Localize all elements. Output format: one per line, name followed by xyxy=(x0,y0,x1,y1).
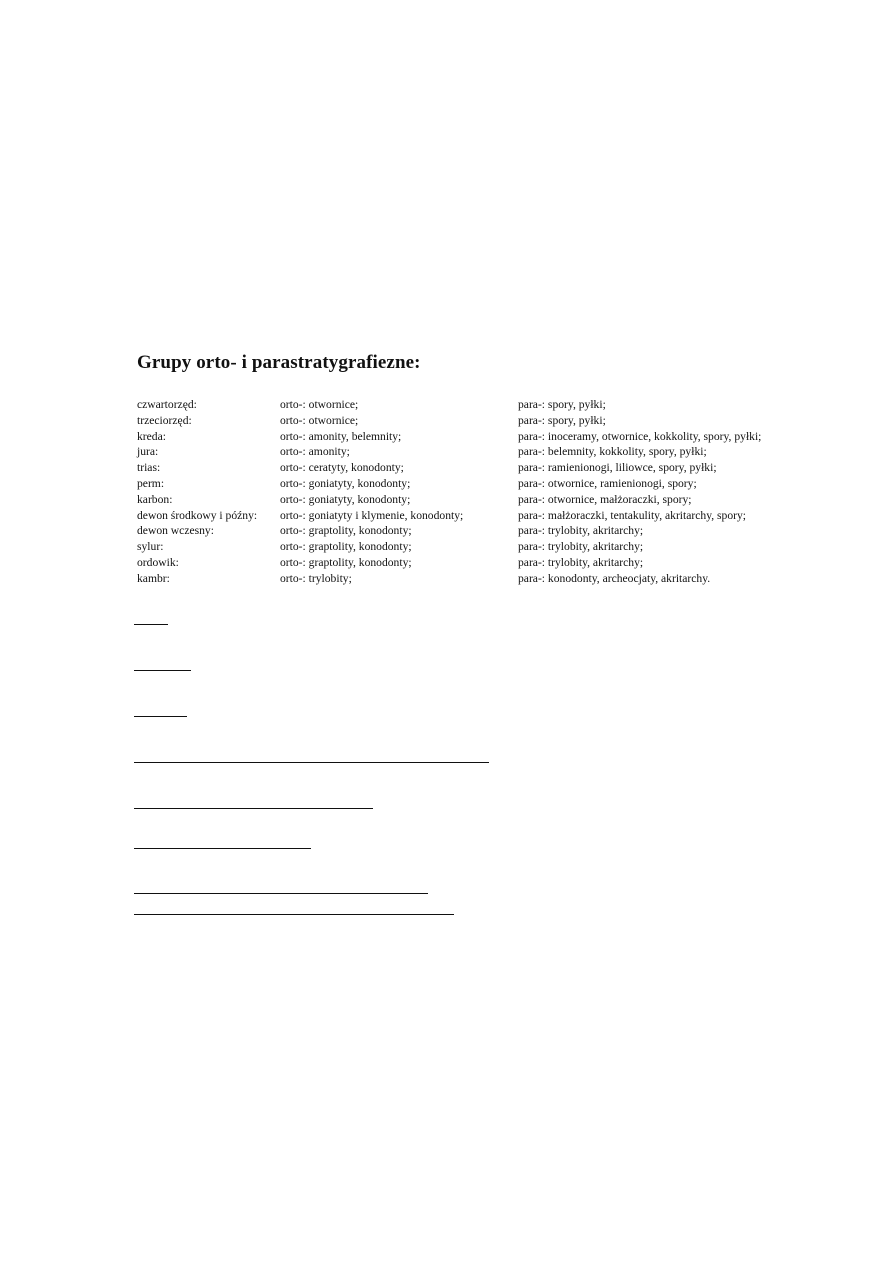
orto-cell: orto-: goniatyty, konodonty; xyxy=(280,492,411,506)
blank-line xyxy=(134,624,168,625)
period-cell: perm: xyxy=(137,476,165,490)
para-cell: para-: otwornice, małżoraczki, spory; xyxy=(518,492,692,506)
para-cell: para-: małżoraczki, tentakulity, akritarchy, spory; xyxy=(518,508,747,522)
para-cell: para-: trylobity, akritarchy; xyxy=(518,555,644,569)
blank-line xyxy=(134,716,187,717)
orto-cell: orto-: goniatyty i klymenie, konodonty; xyxy=(280,508,464,522)
para-cell: para-: inoceramy, otwornice, kokkolity, spory, pyłki; xyxy=(518,429,762,443)
period-cell: jura: xyxy=(137,445,159,459)
period-cell: kambr: xyxy=(137,571,170,585)
blank-line xyxy=(134,762,489,763)
period-cell: trias: xyxy=(137,461,161,475)
para-cell: para-: otwornice, ramienionogi, spory; xyxy=(518,476,697,490)
period-cell: sylur: xyxy=(137,540,164,554)
orto-cell: orto-: trylobity; xyxy=(280,571,352,585)
period-cell: dewon środkowy i późny: xyxy=(137,508,258,522)
period-cell: karbon: xyxy=(137,492,173,506)
period-cell: ordowik: xyxy=(137,555,179,569)
para-cell: para-: spory, pyłki; xyxy=(518,413,606,427)
para-cell: para-: trylobity, akritarchy; xyxy=(518,540,644,554)
para-cell: para-: trylobity, akritarchy; xyxy=(518,524,644,538)
blank-line xyxy=(134,848,311,849)
orto-cell: orto-: otwornice; xyxy=(280,413,359,427)
period-cell: czwartorzęd: xyxy=(137,398,197,411)
para-cell: para-: spory, pyłki; xyxy=(518,398,606,411)
orto-cell: orto-: ceratyty, konodonty; xyxy=(280,461,404,475)
orto-cell: orto-: amonity, belemnity; xyxy=(280,429,402,443)
para-cell: para-: ramienionogi, liliowce, spory, pyłki; xyxy=(518,461,717,475)
blank-line xyxy=(134,914,454,915)
orto-cell: orto-: graptolity, konodonty; xyxy=(280,524,412,538)
para-cell: para-: konodonty, archeocjaty, akritarchy. xyxy=(518,571,711,585)
blank-line xyxy=(134,893,428,894)
period-cell: trzeciorzęd: xyxy=(137,413,192,427)
orto-cell: orto-: graptolity, konodonty; xyxy=(280,555,412,569)
orto-cell: orto-: graptolity, konodonty; xyxy=(280,540,412,554)
blank-line xyxy=(134,670,191,671)
blank-line xyxy=(134,808,373,809)
page-title: Grupy orto- i parastratygrafiezne: xyxy=(137,352,421,373)
orto-cell: orto-: amonity; xyxy=(280,445,350,459)
period-cell: dewon wczesny: xyxy=(137,524,214,538)
orto-cell: orto-: otwornice; xyxy=(280,398,359,411)
period-cell: kreda: xyxy=(137,429,166,443)
orto-cell: orto-: goniatyty, konodonty; xyxy=(280,476,411,490)
para-cell: para-: belemnity, kokkolity, spory, pyłki; xyxy=(518,445,707,459)
